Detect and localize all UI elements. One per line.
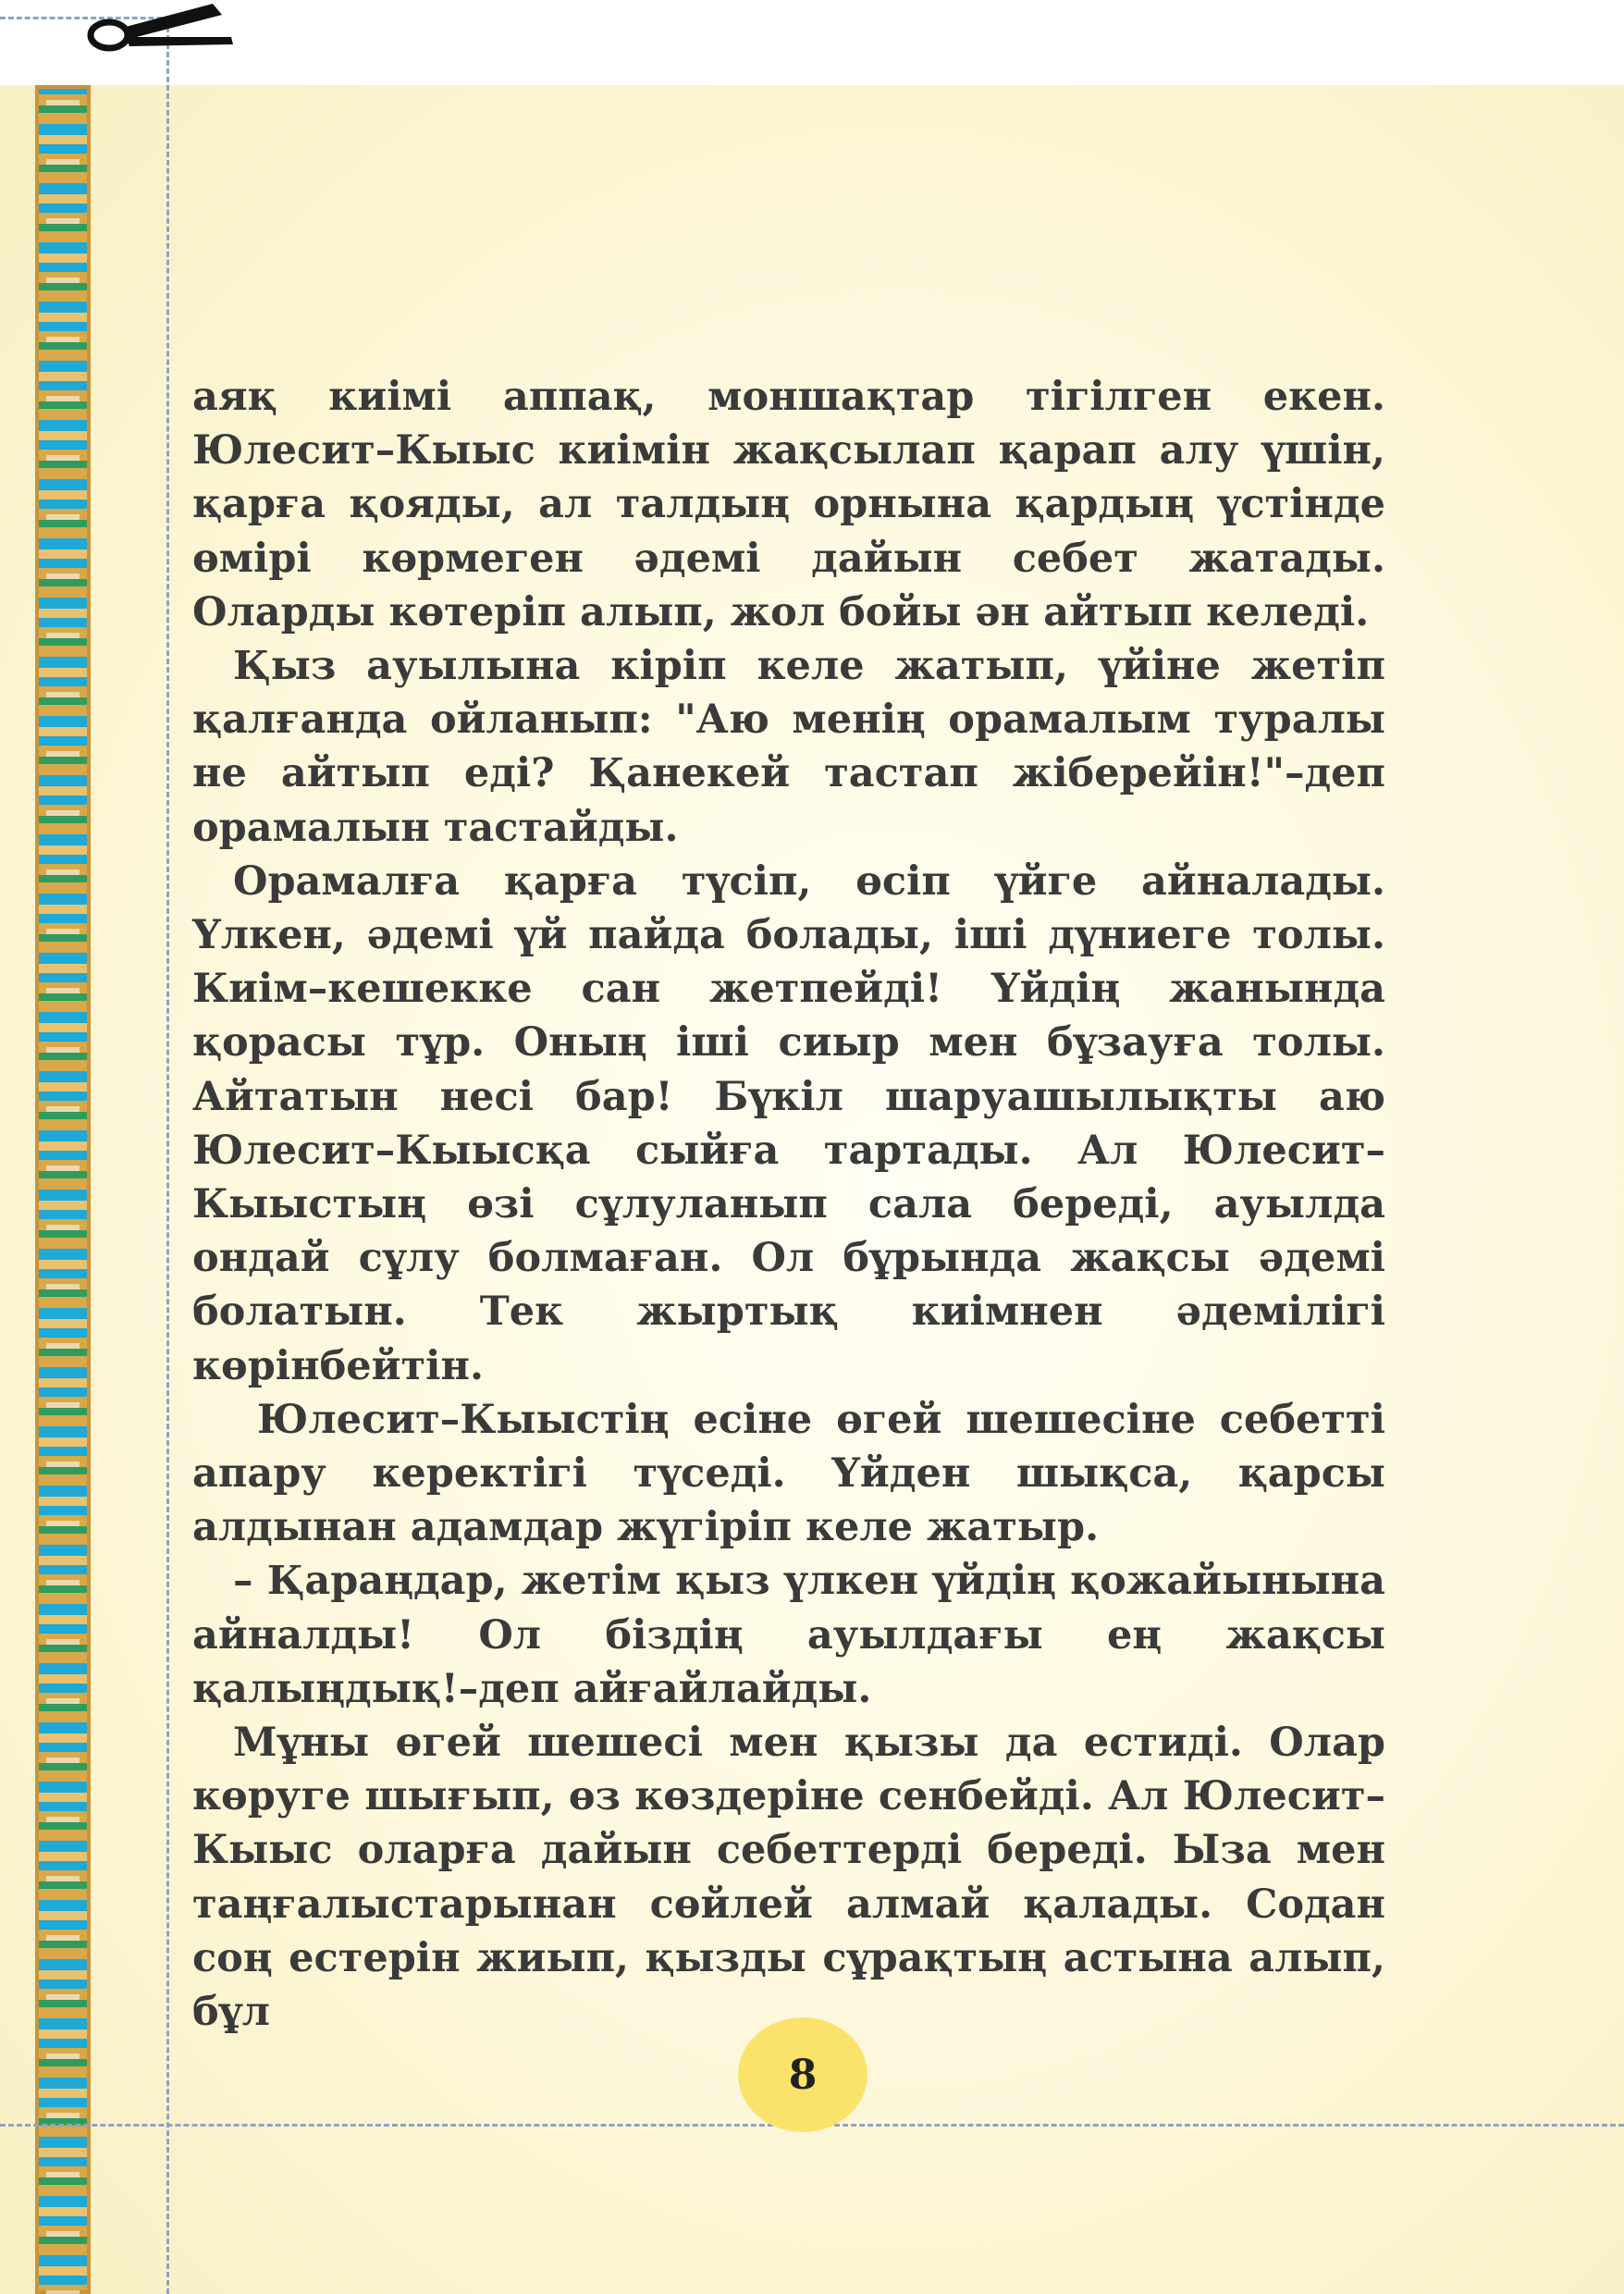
page-number-badge bbox=[738, 2017, 867, 2132]
paragraph-2: Қыз ауылына кіріп келе жатып, үйіне жетіп қалғанда ойланып: "Аю менің орамалым туралы не айтып еді? Қанекей тастап жіберейін!"–деп орамалын тастайды. bbox=[192, 643, 1385, 851]
paragraph-6: Мұны өгей шешесі мен қызы да естиді. Олар көруге шығып, өз көздеріне сенбейді. Ал Юлесит–Кыыс оларға дайын себеттерді береді. Ыза мен таңғалыстарынан сөйлей алмай қалады. Содан соң естерін жиып, қызды сұрақтың астына алып, бұл bbox=[192, 1720, 1385, 2036]
ornament-border bbox=[35, 85, 91, 2294]
paragraph-4: Юлесит–Кыыстің есіне өгей шешесіне себетті апару керектігі түседі. Үйден шықса, қарсы алдынан адамдар жүгіріп келе жатыр. bbox=[192, 1396, 1385, 1551]
scissors-icon bbox=[74, 0, 240, 65]
paragraph-1: аяқ киімі аппақ, моншақтар тігілген екен. Юлесит–Кыыс киімін жақсылап қарап алу үшін, қарға қояды, ал талдың орнына қардың үстінде өмірі көрмеген әдемі дайын себет жатады. Оларды көтеріп алып, жол бойы ән айтып келеді. bbox=[192, 374, 1385, 635]
story-text bbox=[192, 370, 1385, 2039]
paragraph-5: – Қараңдар, жетім қыз үлкен үйдің қожайынына айналды! Ол біздің ауылдағы ең жақсы қалыңдық!–деп айғайлайды. bbox=[192, 1558, 1385, 1712]
paragraph-3: Орамалға қарға түсіп, өсіп үйге айналады. Үлкен, әдемі үй пайда болады, іші дүниеге толы. Киім–кешекке сан жетпейді! Үйдің жанында қорасы тұр. Оның іші сиыр мен бұзауға толы. Айтатын несі бар! Бүкіл шаруашылықты аю Юлесит–Кыысқа сыйға тартады. Ал Юлесит–Кыыстың өзі сұлуланып сала береді, ауылда ондай сұлу болмаған. Ол бұрында жақсы әдемі болатын. Тек жыртық киімнен әдемілігі көрінбейтін. bbox=[192, 857, 1385, 1389]
page-number: 8 bbox=[788, 2051, 818, 2099]
vertical-cut-line bbox=[166, 18, 169, 2294]
